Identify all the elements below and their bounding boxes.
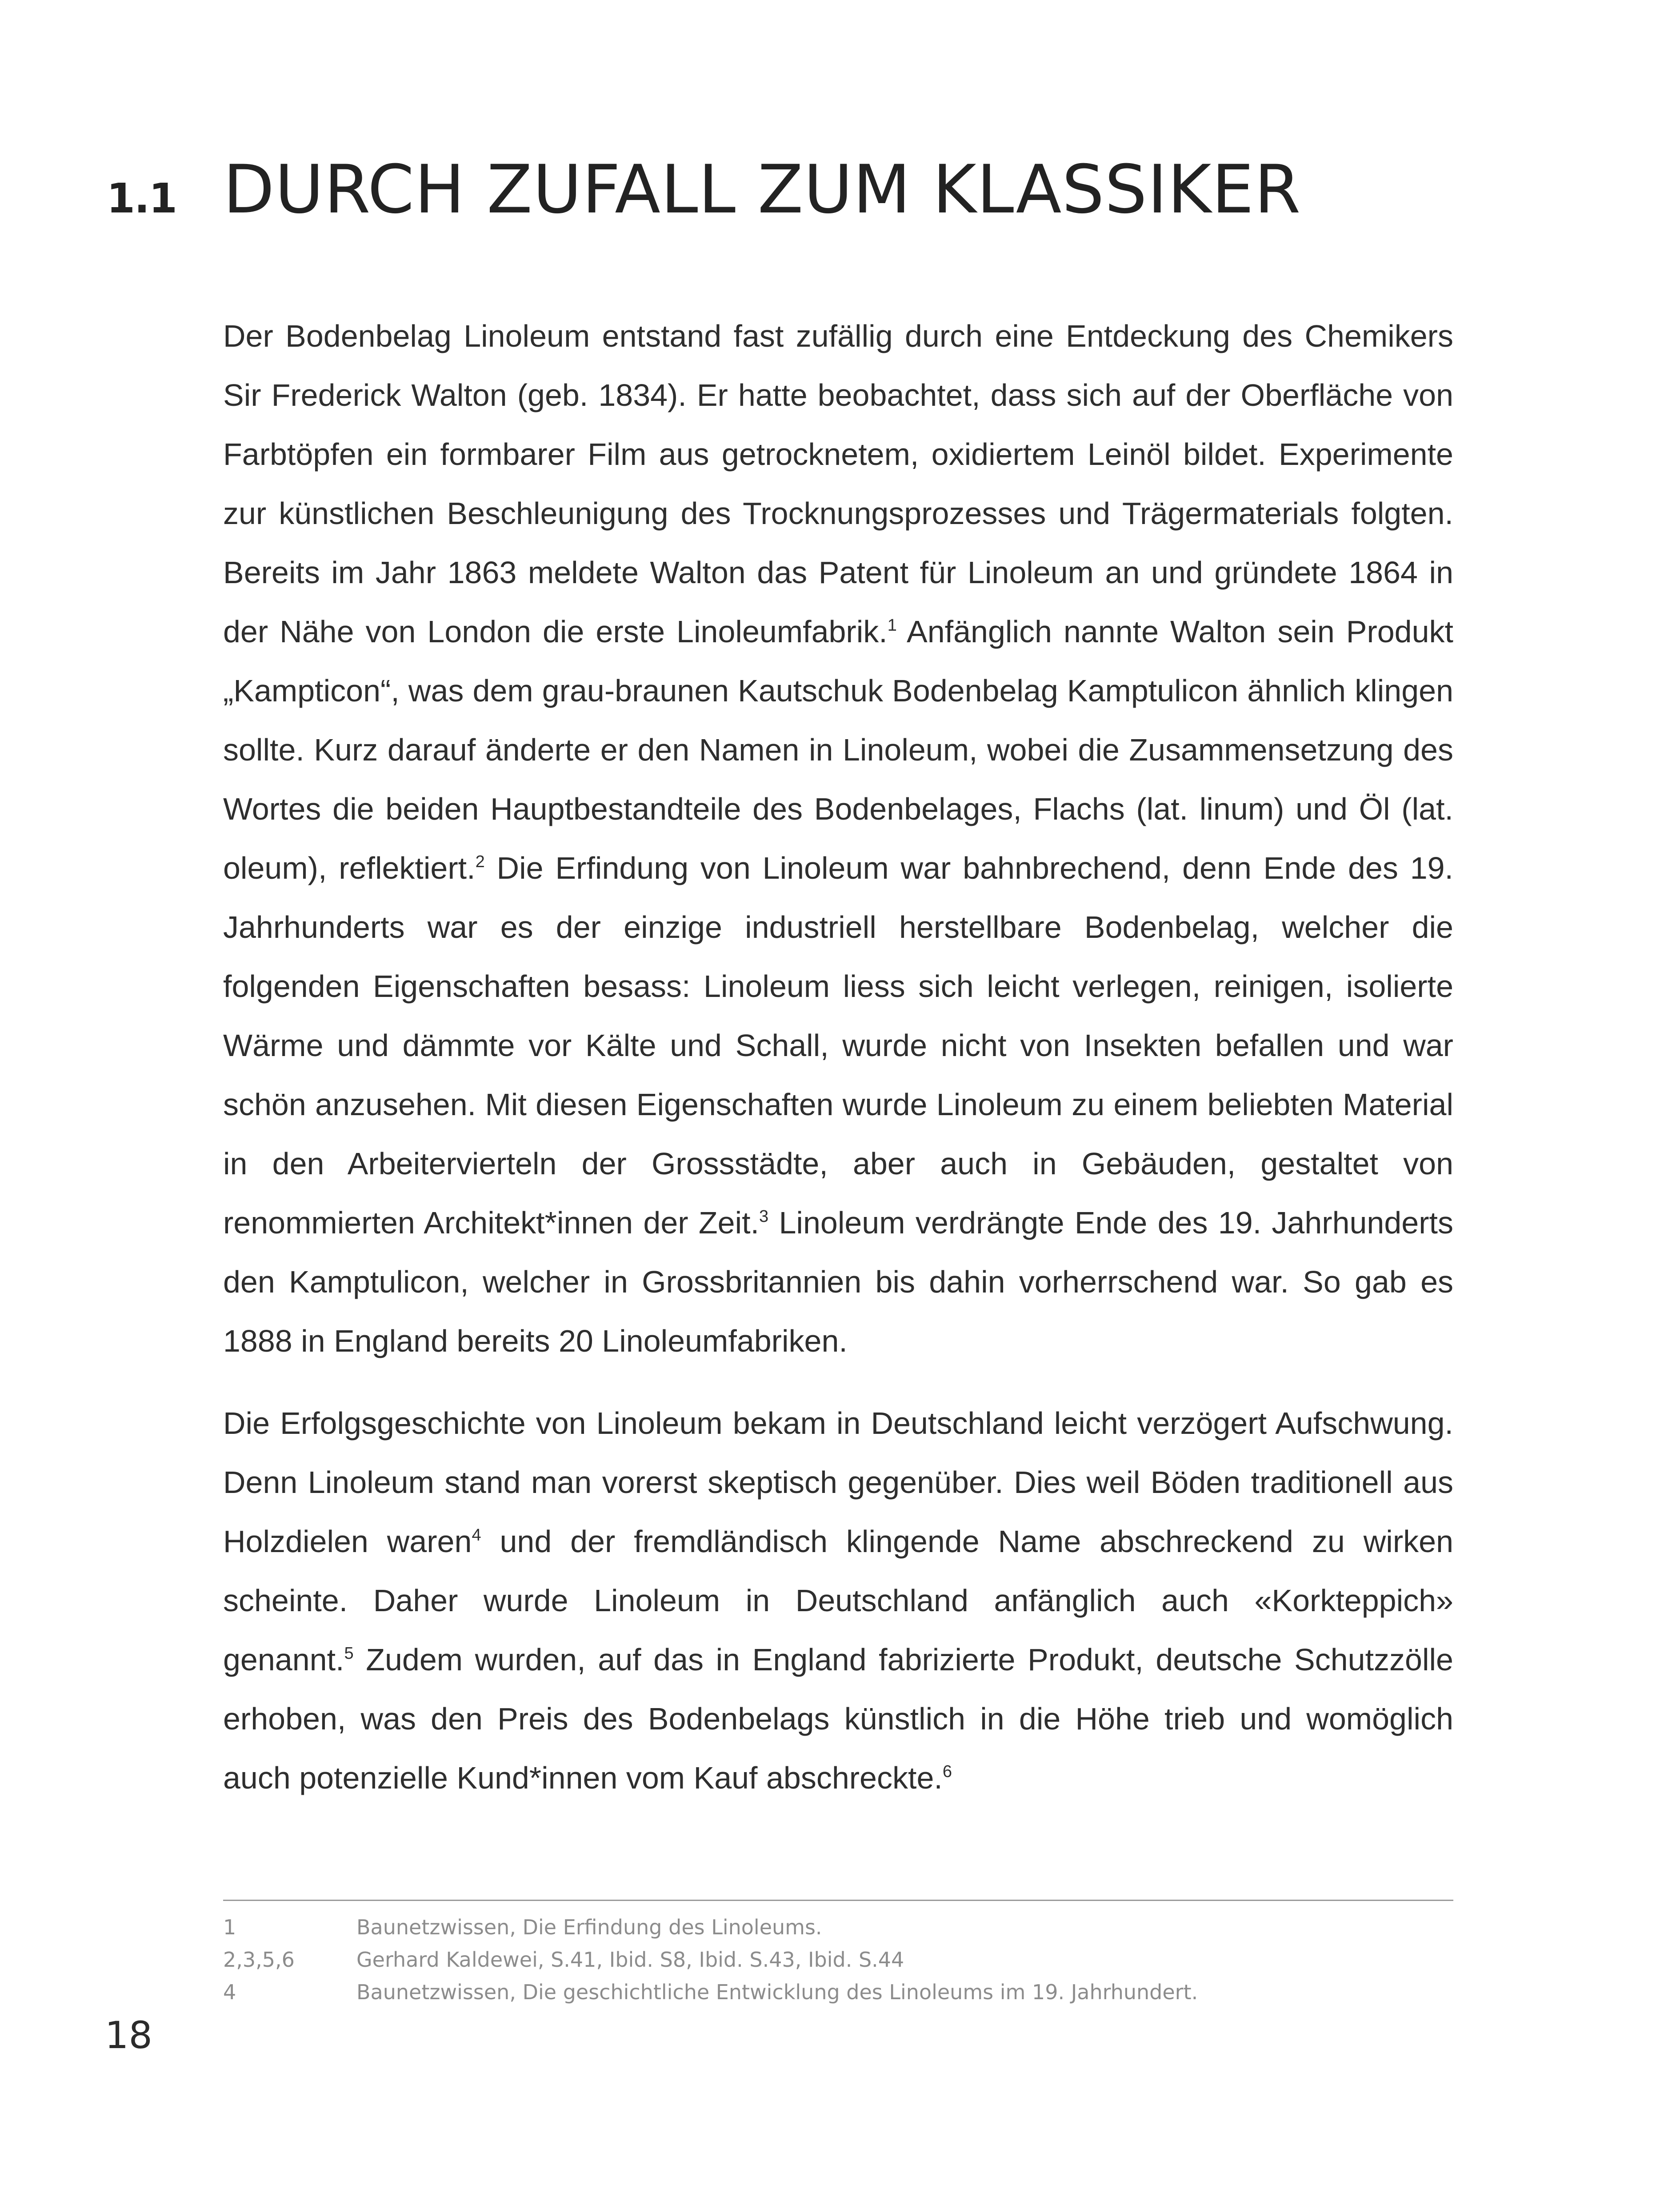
footnote-number: 2,3,5,6 [223, 1948, 295, 1972]
footnote-divider [223, 1900, 1453, 1901]
footnote-text: Baunetzwissen, Die geschichtliche Entwicklung des Linoleums im 19. Jahrhundert. [356, 1980, 1198, 2004]
footnote [223, 1911, 1453, 1944]
paragraph-2 [223, 1394, 1453, 1808]
footnote-number: 1 [223, 1915, 236, 1939]
section-number: 1.1 [107, 175, 176, 222]
footnote-ref-3: 3 [759, 1207, 769, 1226]
section-title: DURCH ZUFALL ZUM KLASSIKER [223, 151, 1301, 228]
paragraph-1-text: Der Bodenbelag Linoleum entstand fast zufällig durch eine Entdeckung des Chemikers Sir Frederick Walton (geb. 1834). Er hatte beobachtet, dass sich auf der Oberfläche von Farbtöpfen ein formbarer Film aus getrocknetem, oxidiertem Leinöl bildet. Experimente zur künstlichen Beschleunigung des Trocknungsprozesses und Trägermaterials folgten. Bereits im Jahr 1863 meldete Walton das Patent für Linoleum an und gründete 1864 in der Nähe von London die erste Linoleumfabrik. [223, 319, 1453, 649]
paragraph-1-text: Anfänglich nannte Walton sein Produkt „Kampticon“, was dem grau-braunen Kautschuk Bodenbelag Kamptulicon ähnlich klingen sollte. Kurz darauf änderte er den Namen in Linoleum, wobei die Zusammensetzung des Wortes die beiden Hauptbestandteile des Bodenbelages, Flachs (lat. linum) und Öl (lat. oleum), reflektiert. [223, 614, 1453, 885]
paragraph-1 [223, 307, 1453, 1371]
section-heading [107, 151, 1301, 228]
footnote-ref-6: 6 [942, 1762, 952, 1781]
footnote-ref-4: 4 [472, 1526, 481, 1545]
paragraph-2-text: und der fremdländisch klingende Name abschreckend zu wirken scheinte. Daher wurde Linoleum in Deutschland anfänglich auch «Korkteppich» genannt. [223, 1524, 1454, 1677]
paragraph-1-text: Die Erfindung von Linoleum war bahnbrechend, denn Ende des 19. Jahrhunderts war es der einzige industriell herstellbare Bodenbelag, welcher die folgenden Eigenschaften besass: Linoleum liess sich leicht verlegen, reinigen, isolierte Wärme und dämmte vor Kälte und Schall, wurde nicht von Insekten befallen und war schön anzusehen. Mit diesen Eigenschaften wurde Linoleum zu einem beliebten Material in den Arbeitervierteln der Grossstädte, aber auch in Gebäuden, gestaltet von renommierten Architekt*innen der Zeit. [223, 851, 1453, 1240]
footnote-ref-1: 1 [887, 616, 897, 635]
paragraph-2-text: Die Erfolgsgeschichte von Linoleum bekam in Deutschland leicht verzögert Aufschwung. Denn Linoleum stand man vorerst skeptisch gegenüber. Dies weil Böden traditionell aus Holzdielen waren [223, 1406, 1453, 1559]
body-text [223, 307, 1453, 1808]
footnote-text: Baunetzwissen, Die Erfindung des Linoleums. [356, 1915, 822, 1939]
footnote-ref-5: 5 [344, 1644, 354, 1663]
paragraph-2-text: Zudem wurden, auf das in England fabrizierte Produkt, deutsche Schutzzölle erhoben, was den Preis des Bodenbelags künstlich in die Höhe trieb und womöglich auch potenzielle Kund*innen vom Kauf abschreckte. [223, 1642, 1453, 1795]
paragraph-1-text: Linoleum verdrängte Ende des 19. Jahrhunderts den Kamptulicon, welcher in Grossbritannien bis dahin vorherrschend war. So gab es 1888 in England bereits 20 Linoleumfabriken. [223, 1205, 1453, 1358]
footnotes [223, 1911, 1453, 2009]
footnote-ref-2: 2 [475, 852, 485, 871]
footnote-text: Gerhard Kaldewei, S.41, Ibid. S8, Ibid. S.43, Ibid. S.44 [356, 1948, 904, 1972]
footnote [223, 1944, 1453, 1976]
footnote-number: 4 [223, 1980, 236, 2004]
page-number: 18 [105, 2013, 152, 2057]
footnote [223, 1976, 1453, 2009]
